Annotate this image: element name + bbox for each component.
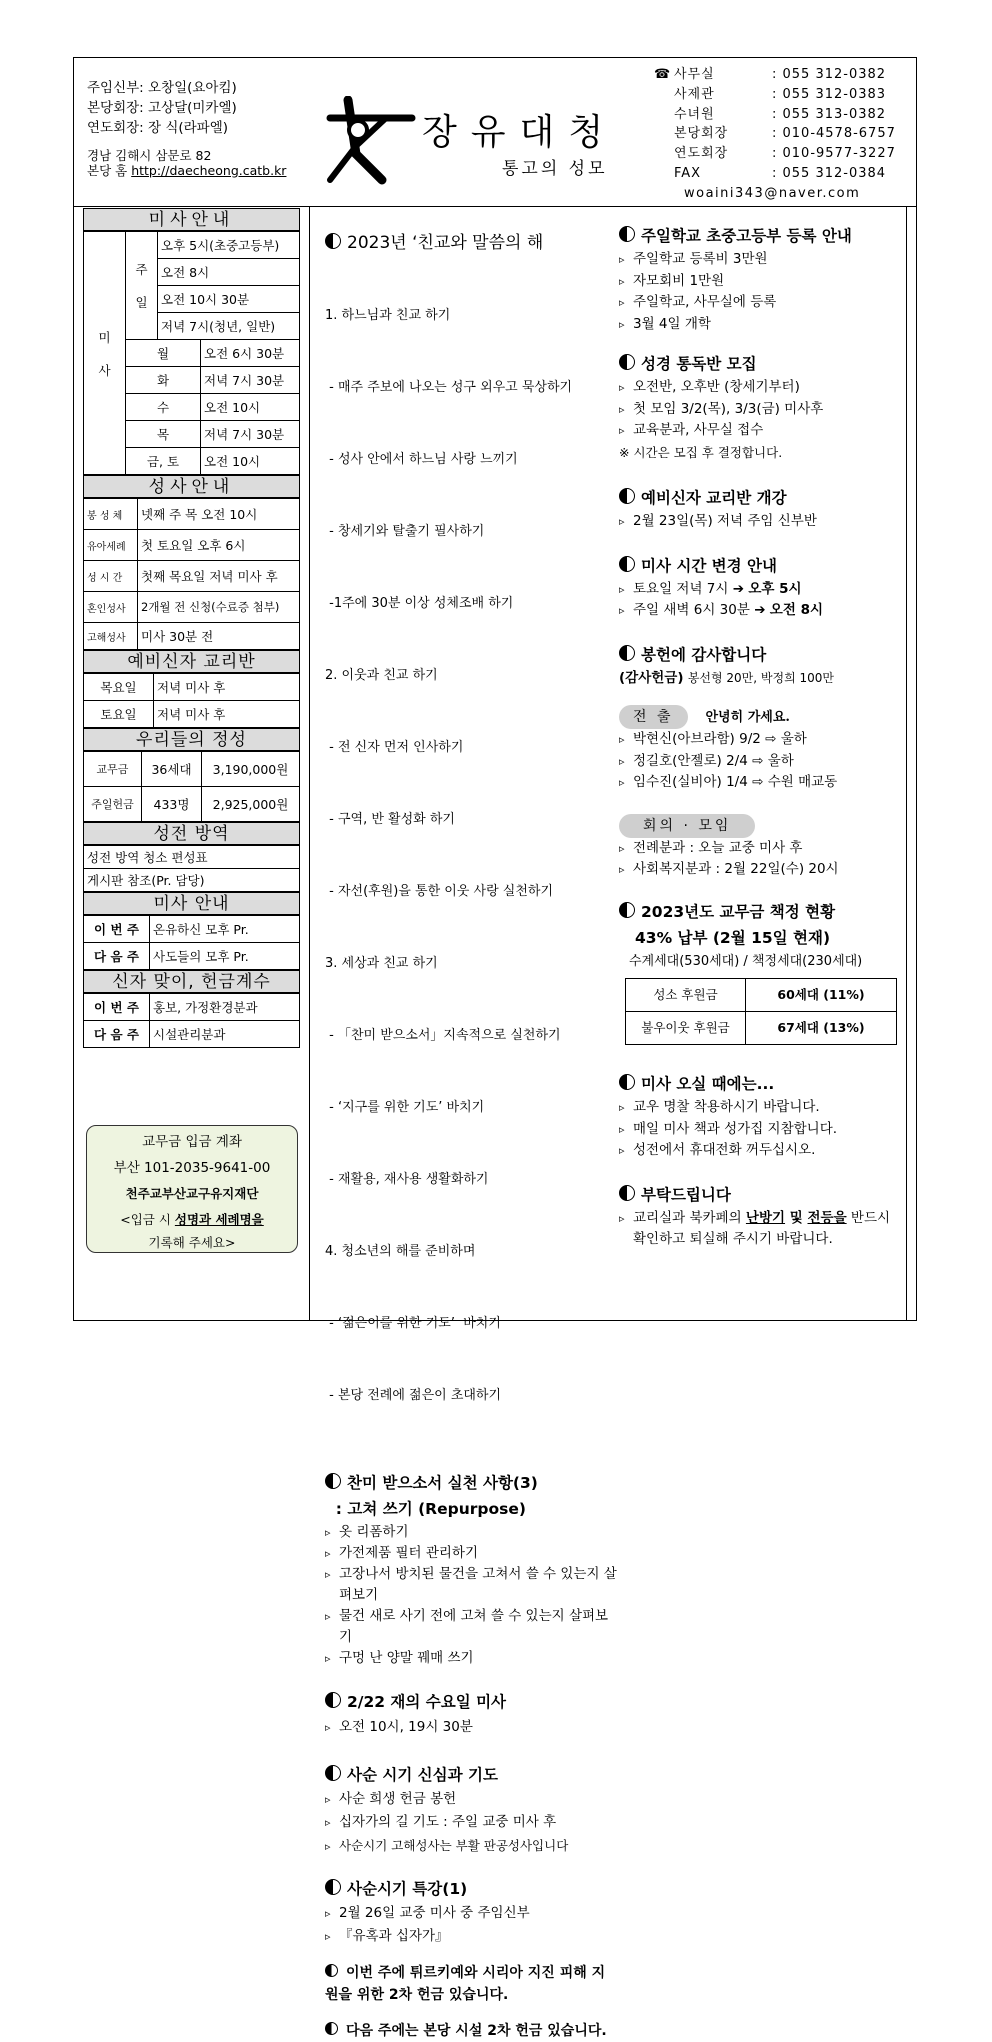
half-circle-icon — [325, 1765, 341, 1781]
lecture-list: ▹ 2월 26일 교중 미사 중 주임신부 ▹ 『유혹과 십자가』 — [325, 1902, 617, 1948]
half-circle-icon — [619, 1074, 635, 1090]
address-block — [87, 148, 286, 178]
thanks-title: 봉헌에 감사합니다 — [619, 642, 904, 668]
sunday-time: 저녁 7시(청년, 일반) — [158, 313, 300, 340]
contact-row: ☎ 사무실 : 055 312-0382 — [654, 65, 896, 85]
mass-tips-title: 미사 오실 때에는... — [619, 1071, 904, 1097]
half-circle-icon — [619, 354, 635, 370]
transfer-header: 전 출 안녕히 가세요. — [619, 705, 904, 729]
request-title: 부탁드립니다 — [619, 1182, 904, 1208]
left-column-divider — [309, 206, 310, 1321]
half-circle-icon — [325, 1473, 341, 1489]
dues-subtitle: 수계세대(530세대) / 책정세대(230세대) — [629, 953, 863, 969]
email: woaini343@naver.com — [684, 185, 861, 201]
page-title: 장유대청 — [422, 112, 618, 153]
laudato-list: ▹ 옷 리폼하기 ▹ 가전제품 필터 관리하기 ▹ 고장나서 방치된 물건을 고쳐서 쓸 수 있는지 살펴보기 ▹ 물건 새로 사기 전에 고쳐 쓸 수 있는지 살펴보기 ▹ 구멍 난 양말 꿰매 쓰기 — [325, 1522, 617, 1669]
ash-wednesday-title: 2/22 재의 수요일 미사 — [325, 1689, 617, 1715]
pastor: 주임신부: 오창일(요아킴) — [87, 80, 237, 96]
cross-logo-icon — [326, 96, 426, 186]
half-circle-icon — [619, 226, 635, 242]
contact-row: FAX : 055 312-0384 — [674, 165, 887, 181]
address: 경남 김해시 삼문로 82 — [87, 148, 212, 163]
laudato-title: 찬미 받으소서 실천 사항(3) — [325, 1470, 617, 1496]
contact-row: 사제관 : 055 312-0383 — [674, 86, 887, 102]
phone-icon: ☎ — [654, 67, 671, 82]
half-circle-icon — [325, 1879, 341, 1895]
right-edge-divider — [906, 206, 907, 1321]
half-circle-icon — [619, 902, 635, 918]
laudato-subtitle: : 고쳐 쓰기 (Repurpose) — [325, 1500, 526, 1518]
account-title: 교무금 입금 계좌 — [142, 1134, 242, 1150]
half-circle-icon — [325, 233, 341, 249]
meeting-header: 회의 · 모임 — [619, 814, 904, 838]
home-label: 본당 홈 — [87, 163, 128, 178]
half-circle-icon — [619, 1185, 635, 1201]
mass-label: 미 사 — [84, 232, 126, 475]
half-circle-icon — [325, 2022, 338, 2035]
notice-facility: 다음 주에는 본당 시설 2차 헌금 있습니다. — [325, 2020, 617, 2042]
dues-table: 성소 후원금 60세대 (11%) 불우이웃 후원금 67세대 (13%) — [625, 978, 897, 1045]
offering-section-title: 우리들의 정성 — [83, 728, 300, 751]
mass-duty-table: 이 번 주 온유하신 모후 Pr. 다 음 주 사도들의 모후 Pr. — [83, 915, 300, 970]
district-chair: 연도회장: 장 식(라파엘) — [87, 120, 229, 136]
mass-change-item: ▹ 토요일 저녁 7시 ➔ 오후 5시 — [619, 579, 904, 601]
sunday-label: 주 일 — [126, 232, 158, 340]
thanks-line: (감사헌금) 봉선형 20만, 박정희 100만 — [619, 669, 834, 686]
half-circle-icon — [619, 488, 635, 504]
year-theme-list: 1. 하느님과 친교 하기 - 매주 주보에 나오는 성구 외우고 묵상하기 - 성사 안에서 하느님 사랑 느끼기 - 창세기와 탈출기 필사하기 -1주에 30분 이상 성체조배 하기 2. 이웃과 친교 하기 - 전 신자 먼저 인사하기 - 구역, 반 활성화 하기 - 자선(후원)을 통한 이웃 사랑 실천하기 3. 세상과 친교 하기 - 「찬미 받으소서」지속적으로 실천하기 - ‘지구를 위한 기도’ 바치기 - 재활용, 재사용 생활화하기 4. 청소년의 해를 준비하며 - ‘젊은이를 위한 기도’ 바치기 - 본당 전례에 젊은이 초대하기 — [325, 308, 573, 1403]
middle-column: 2023년 ‘친교와 말씀의 해 1. 하느님과 친교 하기 - 매주 주보에 나오는 성구 외우고 묵상하기 - 성사 안에서 하느님 사랑 느끼기 - 창세기와 탈출기 필사하기 -1주에 30분 이상 성체조배 하기 2. 이웃과 친교 하기 - 전 신자 먼저 인사하기 - 구역, 반 활성화 하기 - 자선(후원)을 통한 이웃 사랑 실천하기 3. 세상과 친교 하기 - 「찬미 받으소서」지속적으로 실천하기 - ‘지구를 위한 기도’ 바치기 - 재활용, 재사용 생활화하기 4. 청소년의 해를 준비하며 - ‘젊은이를 위한 기도’ 바치기 - 본당 전례에 젊은이 초대하기 찬미 받으소서 실천 사항(3) : 고쳐 쓰기 (Repurpose) ▹ 옷 리폼하기 ▹ 가전제품 필터 관리하기 ▹ 고장나서 방치된 물건을 고쳐서 쓸 수 있는지 살펴보기 ▹ 물건 새로 사기 전에 고쳐 쓸 수 있는지 살펴보기 ▹ 구멍 난 양말 꿰매 쓰기 2/22 재의 수요일 미사 ▹ 오전 10시, 19시 30분 사순 시기 신심과 기도 ▹ 사순 희생 헌금 봉헌 ▹ 십자가의 길 기도 : 주일 교중 미사 후 ▹ 사순시기 고해성사는 부활 판공성사입니다 사순시기 특강(1) ▹ 2월 26일 교중 미사 중 주임신부 ▹ 『유혹과 십자가』 이번 주에 튀르키예와 시리아 지진 피해 지원을 위한 2차 헌금 있습니다. 다음 주에는 본당 시설 2차 헌금 있습니다. — [325, 230, 617, 2042]
sunday-time: 오후 5시(초중고등부) — [158, 232, 300, 259]
request-text: ▹ 교리실과 북카페의 난방기 및 전등을 반드시 확인하고 퇴실해 주시기 바랍니다. — [619, 1208, 904, 1251]
lent-title: 사순 시기 신심과 기도 — [325, 1762, 617, 1788]
bible-title: 성경 통독반 모집 — [619, 351, 904, 377]
catechumen-section-title: 예비신자 교리반 — [83, 650, 300, 673]
account-note: <입금 시 성명과 세례명을 — [120, 1212, 264, 1227]
half-circle-icon — [325, 1964, 338, 1977]
bulletin-title — [326, 96, 656, 186]
catechumen-table: 목요일 저녁 미사 후 토요일 저녁 미사 후 — [83, 673, 300, 728]
contact-row: 수녀원 : 055 313-0382 — [674, 106, 887, 122]
sacrament-table: 봉 성 체 넷째 주 목 오전 10시 유아세례 첫 토요일 오후 6시 성 시 간 첫째 목요일 저녁 미사 후 혼인성사 2개월 전 신청(수료증 첨부) 고해성사 미사 30분 전 — [83, 498, 300, 650]
school-title: 주일학교 초중고등부 등록 안내 — [619, 223, 904, 249]
home-link[interactable]: http://daecheong.catb.kr — [131, 163, 287, 178]
mass-section-title: 미사안내 — [83, 208, 300, 231]
welcome-table: 이 번 주 홍보, 가정환경분과 다 음 주 시설관리분과 — [83, 993, 300, 1048]
offering-table: 교무금 36세대 3,190,000원 주일헌금 433명 2,925,000원 — [83, 751, 300, 822]
account-number: 부산 101-2035-9641-00 — [113, 1160, 271, 1176]
parish-chair: 본당회장: 고상달(미카엘) — [87, 100, 237, 116]
lent-list: ▹ 사순 희생 헌금 봉헌 ▹ 십자가의 길 기도 : 주일 교중 미사 후 ▹ 사순시기 고해성사는 부활 판공성사입니다 — [325, 1788, 617, 1858]
right-column: 주일학교 초중고등부 등록 안내 ▹ 주일학교 등록비 3만원 ▹ 자모회비 1만원 ▹ 주일학교, 사무실에 등록 ▹ 3월 4일 개학 성경 통독반 모집 ▹ 오전반, 오후반 (창세기부터) ▹ 첫 모임 3/2(목), 3/3(금) 미사후 ▹ 교육분과, 사무실 접수 ※ 시간은 모집 후 결정합니다. 예비신자 교리반 개강 ▹ 2월 23일(목) 저녁 주임 신부반 미사 시간 변경 안내 ▹ 토요일 저녁 7시 ➔ 오후 5시 ▹ 주일 새벽 6시 30분 ➔ 오전 8시 봉헌에 감사합니다 (감사헌금) 봉선형 20만, 박정희 100만 전 출 안녕히 가세요. ▹ 박현신(아브라함) 9/2 ⇨ 울하 ▹ 정길호(안젤로) 2/4 ⇨ 울하 ▹ 임수진(실비아) 1/4 ⇨ 수원 매교동 회의 · 모임 ▹ 전례분과 : 오늘 교중 미사 후 ▹ 사회복지분과 : 2월 22일(수) 20시 2023년도 교무금 책정 현황 43% 납부 (2월 15일 현재) 수계세대(530세대) / 책정세대(230세대) 성소 후원금 60세대 (11%) 불우이웃 후원금 67세대 (13%) 미사 오실 때에는... ▹ 교우 명찰 착용하시기 바랍니다. ▹ 매일 미사 책과 성가집 지참합니다. ▹ 성전에서 휴대전화 꺼두십시오. 부탁드립니다 ▹ 교리실과 북카페의 난방기 및 전등을 반드시 확인하고 퇴실해 주시기 바랍니다. — [619, 223, 904, 1251]
dues-title: 2023년도 교무금 책정 현황 — [619, 899, 904, 925]
notice-earthquake: 이번 주에 튀르키예와 시리아 지진 피해 지원을 위한 2차 헌금 있습니다. — [325, 1965, 606, 2003]
contact-row: 연도회장 : 010-9577-3227 — [674, 146, 896, 162]
sacrament-section-title: 성사안내 — [83, 475, 300, 498]
year-theme-title: 2023년 ‘친교와 말씀의 해 — [325, 230, 617, 256]
mass-change-item: ▹ 주일 새벽 6시 30분 ➔ 오전 8시 — [619, 600, 904, 622]
sidebar — [83, 208, 300, 1048]
mass-change-title: 미사 시간 변경 안내 — [619, 553, 904, 579]
half-circle-icon — [619, 645, 635, 661]
header-left — [87, 78, 286, 178]
account-box: 교무금 입금 계좌 부산 101-2035-9641-00 천주교부산교구유지재단 <입금 시 성명과 세례명을 기록해 주세요> — [86, 1125, 298, 1253]
sunday-time: 오전 10시 30분 — [158, 286, 300, 313]
sunday-time: 오전 8시 — [158, 259, 300, 286]
half-circle-icon — [619, 556, 635, 572]
cleaning-section-title: 성전 방역 — [83, 822, 300, 845]
cleaning-table: 성전 방역 청소 편성표 게시판 참조(Pr. 담당) — [83, 845, 300, 892]
half-circle-icon — [325, 1692, 341, 1708]
header-divider — [73, 206, 917, 207]
mass-table: 미 사 주 일 오후 5시(초중고등부) 오전 8시 오전 10시 30분 저녁 7시(청년, 일반) 월 오전 6시 30분 화 저녁 7시 30분 수 오전 10시 목 저녁 7시 30분 금, 토 오전 10시 — [83, 231, 300, 475]
dues-rate: 43% 납부 (2월 15일 현재) — [635, 928, 831, 947]
welcome-section-title: 신자 맞이, 헌금계수 — [83, 970, 300, 993]
account-holder: 천주교부산교구유지재단 — [125, 1186, 259, 1201]
arrow-right-icon: ➔ — [754, 602, 766, 618]
mass-duty-section-title: 미사 안내 — [83, 892, 300, 915]
catechumen-open-title: 예비신자 교리반 개강 — [619, 485, 904, 511]
lecture-title: 사순시기 특강(1) — [325, 1876, 617, 1902]
contact-row: 본당회장 : 010-4578-6757 — [674, 126, 896, 142]
contact-list — [654, 65, 896, 204]
arrow-right-icon: ➔ — [732, 580, 745, 597]
page-subtitle: 통고의 성모 — [502, 159, 608, 179]
